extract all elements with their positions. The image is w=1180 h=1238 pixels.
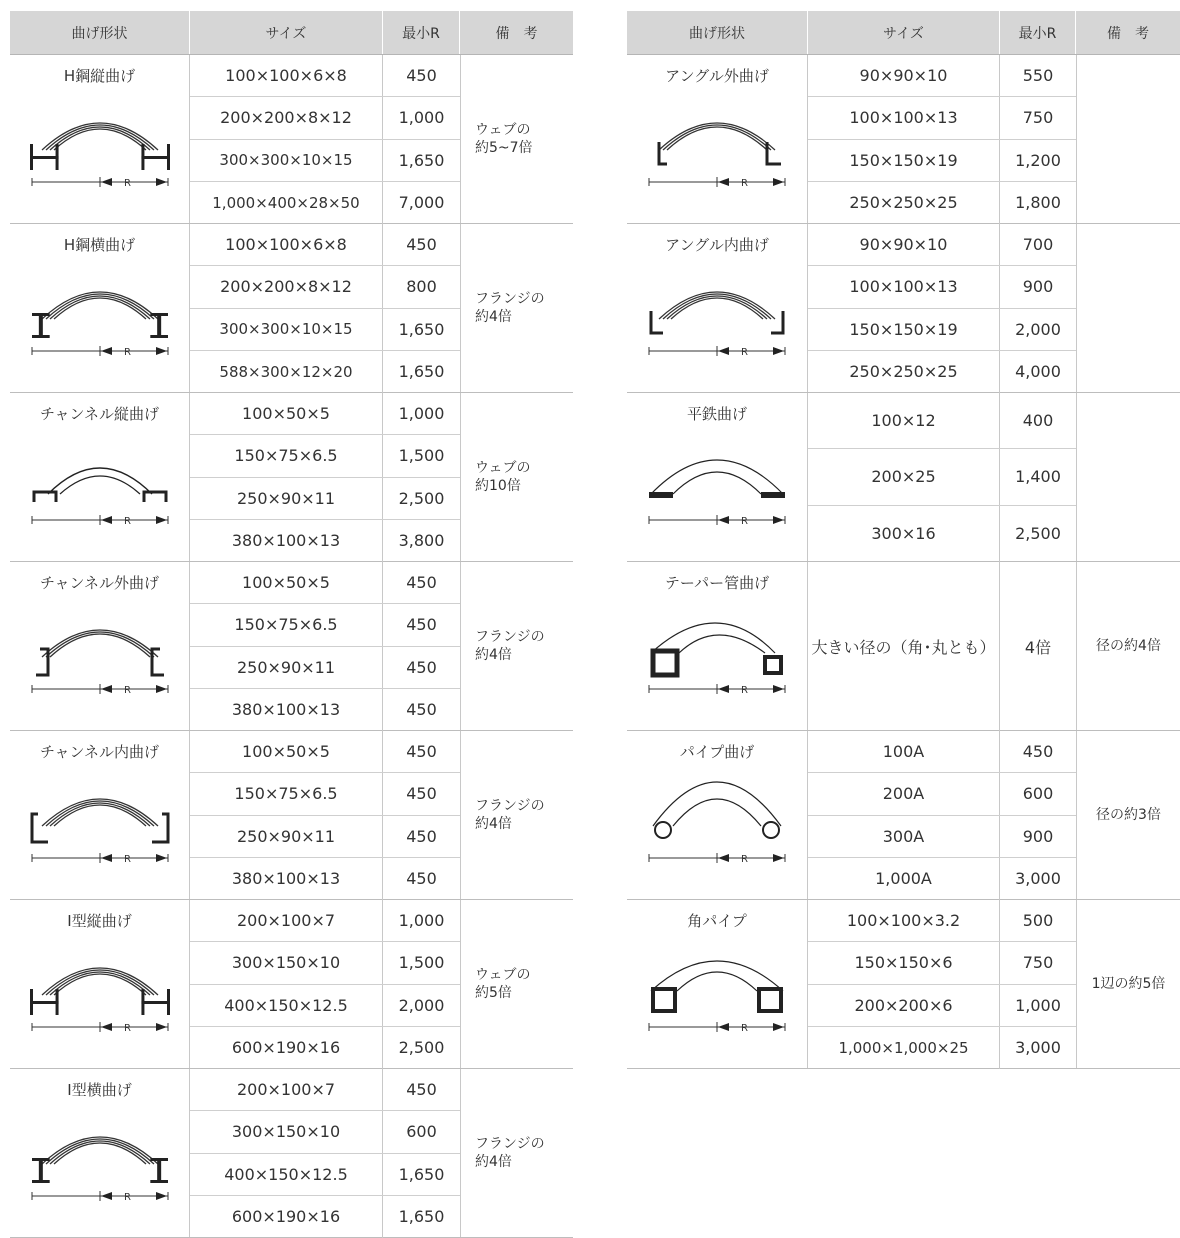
shape-group [10,393,573,562]
min-r-cell: 800 [406,277,437,297]
shape-group [627,393,1180,562]
radius-dimension [32,1191,168,1203]
note-cell: 1辺の約5倍 [1076,900,1180,1068]
shape-cell [627,393,808,561]
radius-label: R [741,346,748,358]
header-min-r: 最小R [383,11,460,54]
min-r-cell: 450 [406,657,437,677]
header-shape: 曲げ形状 [10,11,190,54]
min-r-cell: 400 [1022,411,1054,431]
h-beam-vertical-bend-icon [26,102,174,198]
radius-dimension [649,853,785,865]
table-row [808,816,1076,858]
min-r-cell: 450 [406,826,437,846]
radius-label: R [123,346,131,358]
note-cell: フランジの 約4倍 [460,224,573,392]
min-r-cell: 550 [1022,66,1054,86]
min-r-cell: 450 [406,869,437,889]
size-cell: 200×200×8×12 [190,97,383,138]
size-rows [808,562,1076,730]
i-beam-horizontal-bend-icon [26,1116,174,1212]
shape-cell [10,562,190,730]
radius-label: R [741,684,748,696]
radius-dimension [649,684,785,696]
table-row [808,351,1076,393]
min-r-cell: 750 [1022,953,1054,973]
shape-name: チャンネル内曲げ [39,743,160,761]
table-row [808,858,1076,900]
radius-dimension [32,853,168,865]
min-r-cell: 900 [1022,826,1054,846]
shape-group [627,731,1180,900]
radius-label: R [741,177,748,189]
shape-cell [627,562,808,730]
note-cell: フランジの 約4倍 [460,731,573,899]
min-r-cell: 750 [1022,108,1054,128]
min-r-cell: 450 [406,784,437,804]
min-r-cell: 600 [1022,784,1054,804]
min-r-cell: 7,000 [398,193,445,213]
size-rows [190,562,460,730]
note-cell [1076,224,1180,392]
size-cell: 400×150×12.5 [190,985,383,1026]
size-cell: 100×50×5 [190,562,383,603]
size-cell: 250×250×25 [808,351,1000,393]
table-header [10,11,573,55]
radius-label: R [123,1191,131,1203]
size-cell: 1,000×400×28×50 [190,182,383,224]
shape-group [10,1069,573,1238]
radius-label: R [123,684,131,696]
table-row [808,224,1076,266]
shape-group [627,224,1180,393]
size-rows [190,224,460,392]
table-row [190,97,460,139]
size-rows [190,731,460,899]
table-row [190,1111,460,1153]
size-cell: 588×300×12×20 [190,351,383,393]
min-r-cell: 700 [1022,235,1054,255]
shape-cell [10,224,190,392]
shape-cell [627,224,808,392]
table-row [190,435,460,477]
shape-name: チャンネル縦曲げ [39,405,160,423]
size-cell: 250×90×11 [190,478,383,519]
radius-dimension [32,1022,168,1034]
radius-label: R [123,1022,131,1034]
note-cell [1076,55,1180,223]
size-cell: 150×75×6.5 [190,435,383,476]
table-row [190,55,460,97]
note-cell: フランジの 約4倍 [460,1069,573,1237]
shape-group [627,55,1180,224]
shape-group [10,731,573,900]
shape-name: 平鉄曲げ [686,405,747,423]
min-r-cell: 1,650 [398,319,445,339]
size-cell: 600×190×16 [190,1027,383,1069]
table-row [190,393,460,435]
size-rows [190,55,460,223]
size-cell: 200A [808,773,1000,814]
bending-table-right [627,11,1180,1069]
min-r-cell: 450 [406,573,437,593]
table-row [808,1027,1076,1069]
min-r-cell: 1,500 [398,446,445,466]
shape-name: H鋼縦曲げ [63,67,136,85]
min-r-cell: 1,200 [1015,150,1061,170]
table-row [190,520,460,562]
min-r-cell: 600 [406,1122,437,1142]
table-row [808,97,1076,139]
table-row [190,900,460,942]
table-row [808,942,1076,984]
header-shape: 曲げ形状 [627,11,808,54]
size-cell: 200×100×7 [190,1069,383,1110]
min-r-cell: 1,000 [398,108,445,128]
min-r-cell: 450 [406,66,437,86]
table-row [190,816,460,858]
table-body [10,55,573,1238]
size-cell: 200×200×8×12 [190,266,383,307]
min-r-cell: 450 [406,1080,437,1100]
size-rows [808,393,1076,561]
min-r-cell: 3,000 [1015,1038,1061,1058]
header-size: サイズ [808,11,1000,54]
table-row [808,182,1076,224]
size-cell: 300×150×10 [190,1111,383,1152]
size-cell: 380×100×13 [190,689,383,731]
radius-dimension [32,515,168,527]
table-row [190,858,460,900]
size-cell: 100×12 [808,393,1000,448]
shape-cell [10,55,190,223]
size-cell: 200×100×7 [190,900,383,941]
table-body [627,55,1180,1069]
min-r-cell: 1,650 [398,1207,445,1227]
min-r-cell: 2,500 [1015,524,1061,544]
size-cell: 150×150×19 [808,140,1000,181]
size-cell: 150×75×6.5 [190,773,383,814]
shape-name: H鋼横曲げ [63,236,136,254]
table-header [627,11,1180,55]
table-row [808,55,1076,97]
min-r-cell: 1,650 [398,1164,445,1184]
shape-cell [627,900,808,1068]
size-rows [190,1069,460,1237]
size-cell: 250×250×25 [808,182,1000,224]
table-row [808,309,1076,351]
table-row [808,140,1076,182]
min-r-cell: 1,000 [398,911,445,931]
min-r-cell: 3,800 [398,531,445,551]
shape-cell [10,900,190,1068]
size-cell: 300A [808,816,1000,857]
table-row [190,942,460,984]
min-r-cell: 1,000 [398,404,445,424]
size-cell: 300×150×10 [190,942,383,983]
size-cell: 100×100×6×8 [190,55,383,96]
tapered-tube-bend-icon [643,609,791,705]
min-r-cell: 450 [406,700,437,720]
shape-group [10,55,573,224]
size-cell: 600×190×16 [190,1196,383,1238]
min-r-cell: 4,000 [1015,362,1061,382]
size-cell: 150×150×19 [808,309,1000,350]
min-r-cell: 3,000 [1015,869,1061,889]
size-rows [808,900,1076,1068]
size-cell: 100A [808,731,1000,772]
note-cell [1076,393,1180,561]
table-row [190,773,460,815]
size-cell: 250×90×11 [190,647,383,688]
size-rows [808,731,1076,899]
table-row [808,393,1076,449]
table-row [190,182,460,224]
header-min-r: 最小R [1000,11,1076,54]
radius-dimension [32,346,168,358]
size-cell: 90×90×10 [808,224,1000,265]
table-row [190,985,460,1027]
min-r-cell: 1,000 [1015,995,1061,1015]
size-cell: 250×90×11 [190,816,383,857]
channel-inner-bend-icon [26,778,174,874]
shape-name: テーパー管曲げ [664,574,770,592]
size-rows [190,393,460,561]
size-cell: 380×100×13 [190,858,383,900]
size-cell: 1,000×1,000×25 [808,1027,1000,1069]
min-r-cell: 900 [1022,277,1054,297]
shape-cell [10,1069,190,1237]
square-pipe-bend-icon [643,947,791,1043]
min-r-cell: 1,800 [1015,193,1061,213]
radius-dimension [649,177,785,189]
angle-outer-bend-icon [643,102,791,198]
table-row [808,562,1076,731]
table-row [190,689,460,731]
min-r-cell: 1,650 [398,362,445,382]
radius-dimension [649,346,785,358]
pipe-bend-icon [643,778,791,874]
header-size: サイズ [190,11,383,54]
radius-label: R [741,853,748,865]
table-row [808,266,1076,308]
table-row [190,731,460,773]
shape-cell [627,731,808,899]
note-cell: ウェブの 約5倍 [460,900,573,1068]
min-r-cell: 1,500 [398,953,445,973]
table-row [808,506,1076,562]
table-row [190,1027,460,1069]
note-cell: 径の約4倍 [1076,562,1180,730]
min-r-cell: 450 [406,615,437,635]
min-r-cell: 4倍 [1024,638,1052,657]
shape-group [627,900,1180,1069]
min-r-cell: 450 [1022,742,1054,762]
header-note: 備 考 [1107,25,1149,42]
table-row [808,449,1076,505]
note-cell: 径の約3倍 [1076,731,1180,899]
table-row [190,478,460,520]
size-cell: 100×50×5 [190,393,383,434]
radius-dimension [649,515,785,527]
table-row [808,731,1076,773]
min-r-cell: 450 [406,742,437,762]
table-row [190,1154,460,1196]
shape-name: アングル内曲げ [665,236,769,254]
note-cell: ウェブの 約5~7倍 [460,55,573,223]
size-cell: 300×300×10×15 [190,309,383,350]
size-cell: 300×16 [808,506,1000,562]
size-cell: 90×90×10 [808,55,1000,96]
size-cell: 1,000A [808,858,1000,900]
size-cell: 100×100×13 [808,97,1000,138]
shape-name: アングル外曲げ [665,67,769,85]
min-r-cell: 1,400 [1015,467,1061,487]
bending-table-left [10,11,573,1238]
table-row [808,985,1076,1027]
note-cell: ウェブの 約10倍 [460,393,573,561]
size-cell: 100×100×13 [808,266,1000,307]
radius-label: R [741,515,748,527]
radius-label: R [741,1022,748,1034]
table-row [190,647,460,689]
table-row [190,140,460,182]
size-cell: 300×300×10×15 [190,140,383,181]
shape-group [10,900,573,1069]
radius-label: R [123,177,131,189]
shape-name: I型横曲げ [67,1081,132,1099]
shape-name: I型縦曲げ [67,912,132,930]
shape-cell [627,55,808,223]
table-row [190,1069,460,1111]
size-cell: 200×200×6 [808,985,1000,1026]
radius-dimension [32,684,168,696]
flat-bar-bend-icon [643,440,791,536]
shape-name: パイプ曲げ [679,743,755,761]
radius-dimension [649,1022,785,1034]
shape-name: チャンネル外曲げ [39,574,160,592]
shape-group [10,562,573,731]
shape-cell [10,393,190,561]
size-rows [190,900,460,1068]
table-row [190,562,460,604]
channel-vertical-bend-icon [26,440,174,536]
min-r-cell: 2,000 [1015,319,1061,339]
note-cell: フランジの 約4倍 [460,562,573,730]
h-beam-horizontal-bend-icon [26,271,174,367]
size-cell: 200×25 [808,449,1000,504]
size-rows [808,55,1076,223]
min-r-cell: 450 [406,235,437,255]
size-cell: 150×150×6 [808,942,1000,983]
table-row [808,900,1076,942]
shape-cell [10,731,190,899]
table-row [190,266,460,308]
size-cell: 380×100×13 [190,520,383,562]
shape-group [10,224,573,393]
shape-name: 角パイプ [687,912,747,930]
radius-label: R [123,515,131,527]
table-row [190,224,460,266]
min-r-cell: 500 [1022,911,1054,931]
size-cell: 150×75×6.5 [190,604,383,645]
min-r-cell: 1,650 [398,150,445,170]
table-row [808,773,1076,815]
i-beam-vertical-bend-icon [26,947,174,1043]
table-row [190,309,460,351]
table-row [190,351,460,393]
size-cell: 大きい径の（角･丸とも） [808,562,1000,731]
channel-outer-bend-icon [26,609,174,705]
table-row [190,604,460,646]
header-note: 備 考 [495,25,538,42]
radius-dimension [32,177,168,189]
min-r-cell: 2,500 [398,1038,445,1058]
size-cell: 100×50×5 [190,731,383,772]
size-cell: 100×100×3.2 [808,900,1000,941]
min-r-cell: 2,000 [398,995,445,1015]
angle-inner-bend-icon [643,271,791,367]
shape-group [627,562,1180,731]
size-rows [808,224,1076,392]
size-cell: 400×150×12.5 [190,1154,383,1195]
size-cell: 100×100×6×8 [190,224,383,265]
min-r-cell: 2,500 [398,488,445,508]
radius-label: R [123,853,131,865]
